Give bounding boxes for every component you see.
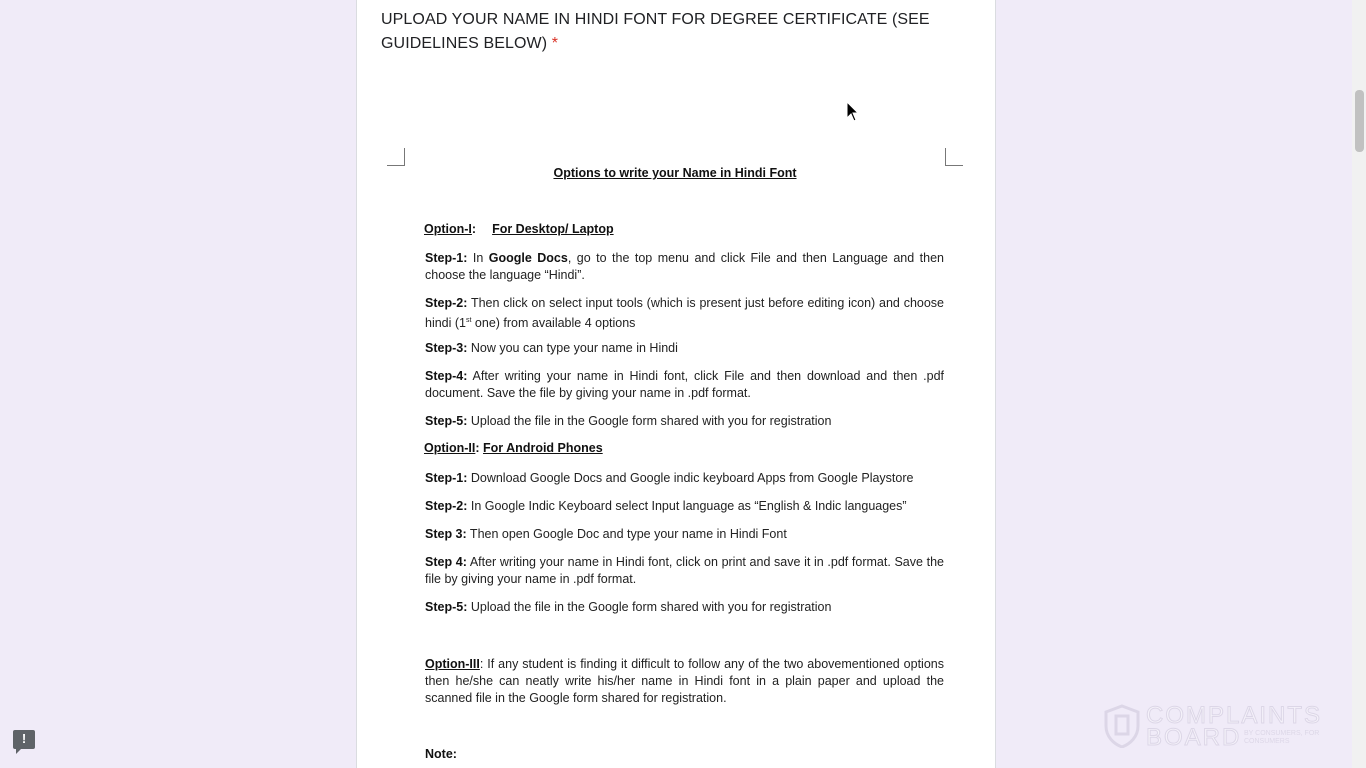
option-2-step-3 xyxy=(425,526,944,543)
scrollbar-thumb[interactable] xyxy=(1355,90,1364,152)
question-title xyxy=(381,8,941,56)
option-1-step-5 xyxy=(425,413,944,430)
option-3-label: Option-III xyxy=(425,657,480,671)
step-label: Step-2: xyxy=(425,296,468,310)
watermark-logo xyxy=(1104,704,1324,750)
step-label: Step-4: xyxy=(425,369,468,383)
step-text: , go to the top menu and click File and then Language and then choose the language “Hindi”. xyxy=(425,251,944,282)
page-scrollbar[interactable] xyxy=(1352,0,1366,768)
option-2-colon: : xyxy=(475,441,484,455)
shield-logo-icon xyxy=(1104,704,1140,748)
note-label xyxy=(425,746,944,763)
watermark-line-2: BOARD xyxy=(1146,724,1242,751)
option-2-label: Option-II xyxy=(424,441,476,455)
watermark-tagline: BY CONSUMERS, FOR CONSUMERS xyxy=(1244,730,1320,745)
step-superscript: st xyxy=(466,317,472,324)
option-2-heading xyxy=(424,441,603,455)
document-heading: Options to write your Name in Hindi Font xyxy=(553,166,797,180)
step-label: Step-3: xyxy=(425,341,468,355)
form-question-card xyxy=(356,0,996,768)
question-title-text: UPLOAD YOUR NAME IN HINDI FONT FOR DEGREE CERTIFICATE (SEE GUIDELINES BELOW) xyxy=(381,11,930,52)
step-label: Step-2: xyxy=(425,499,468,513)
mouse-cursor-icon xyxy=(846,101,860,123)
option-3-text: : If any student is finding it difficult to follow any of the two abovementioned options then he/she can neatly write his/her name in Hindi font in a plain paper and upload the scanned file in the Google form shared for registration. xyxy=(425,657,944,705)
option-1-step-4 xyxy=(425,368,944,402)
option-1-step-3 xyxy=(425,340,944,357)
option-2-step-1 xyxy=(425,470,944,487)
exclamation-icon: ! xyxy=(21,731,27,746)
step-text: Then open Google Doc and type your name in Hindi Font xyxy=(466,527,787,541)
note-label-text: Note: xyxy=(425,747,457,761)
option-2-title: For Android Phones xyxy=(483,441,603,455)
step-label: Step-5: xyxy=(425,600,468,614)
step-label: Step 4: xyxy=(425,555,467,569)
step-text: Download Google Docs and Google indic keyboard Apps from Google Playstore xyxy=(467,471,914,485)
step-text: one) from available 4 options xyxy=(471,316,636,331)
required-asterisk: * xyxy=(551,35,559,52)
crop-mark-top-left xyxy=(387,148,405,166)
crop-mark-top-right xyxy=(945,148,963,166)
step-label: Step-1: xyxy=(425,251,468,265)
option-2-step-2 xyxy=(425,498,944,515)
option-2-step-4 xyxy=(425,554,944,588)
step-label: Step-1: xyxy=(425,471,468,485)
option-2-step-5 xyxy=(425,599,944,616)
report-feedback-button[interactable] xyxy=(13,730,35,749)
option-1-step-2 xyxy=(425,295,944,332)
option-1-heading xyxy=(424,222,614,236)
step-text: In Google Indic Keyboard select Input language as “English & Indic languages” xyxy=(467,499,907,513)
step-text: In xyxy=(467,251,489,265)
step-text: After writing your name in Hindi font, click on print and save it in .pdf format. Save the file by giving your name in .pdf format. xyxy=(425,555,944,586)
watermark-line-1: COMPLAINTS xyxy=(1146,702,1323,729)
step-text: After writing your name in Hindi font, click File and then download and then .pdf document. Save the file by giving your name in .pdf format. xyxy=(425,369,944,400)
guidelines-document-image xyxy=(387,148,963,768)
step-label: Step-5: xyxy=(425,414,468,428)
step-label: Step 3: xyxy=(425,527,467,541)
step-text: Upload the file in the Google form shared with you for registration xyxy=(467,414,832,428)
option-1-step-1 xyxy=(425,250,944,284)
option-3-paragraph xyxy=(425,656,944,707)
option-1-label: Option-I xyxy=(424,222,472,236)
option-1-title: For Desktop/ Laptop xyxy=(492,222,614,236)
step-text: Now you can type your name in Hindi xyxy=(467,341,678,355)
step-text: Then click on select input tools (which is present just before editing icon) and choose hindi (1 xyxy=(425,296,944,331)
step-text: Upload the file in the Google form shared with you for registration xyxy=(467,600,832,614)
option-1-colon: : xyxy=(471,222,477,236)
step-text-bold: Google Docs xyxy=(488,251,568,265)
